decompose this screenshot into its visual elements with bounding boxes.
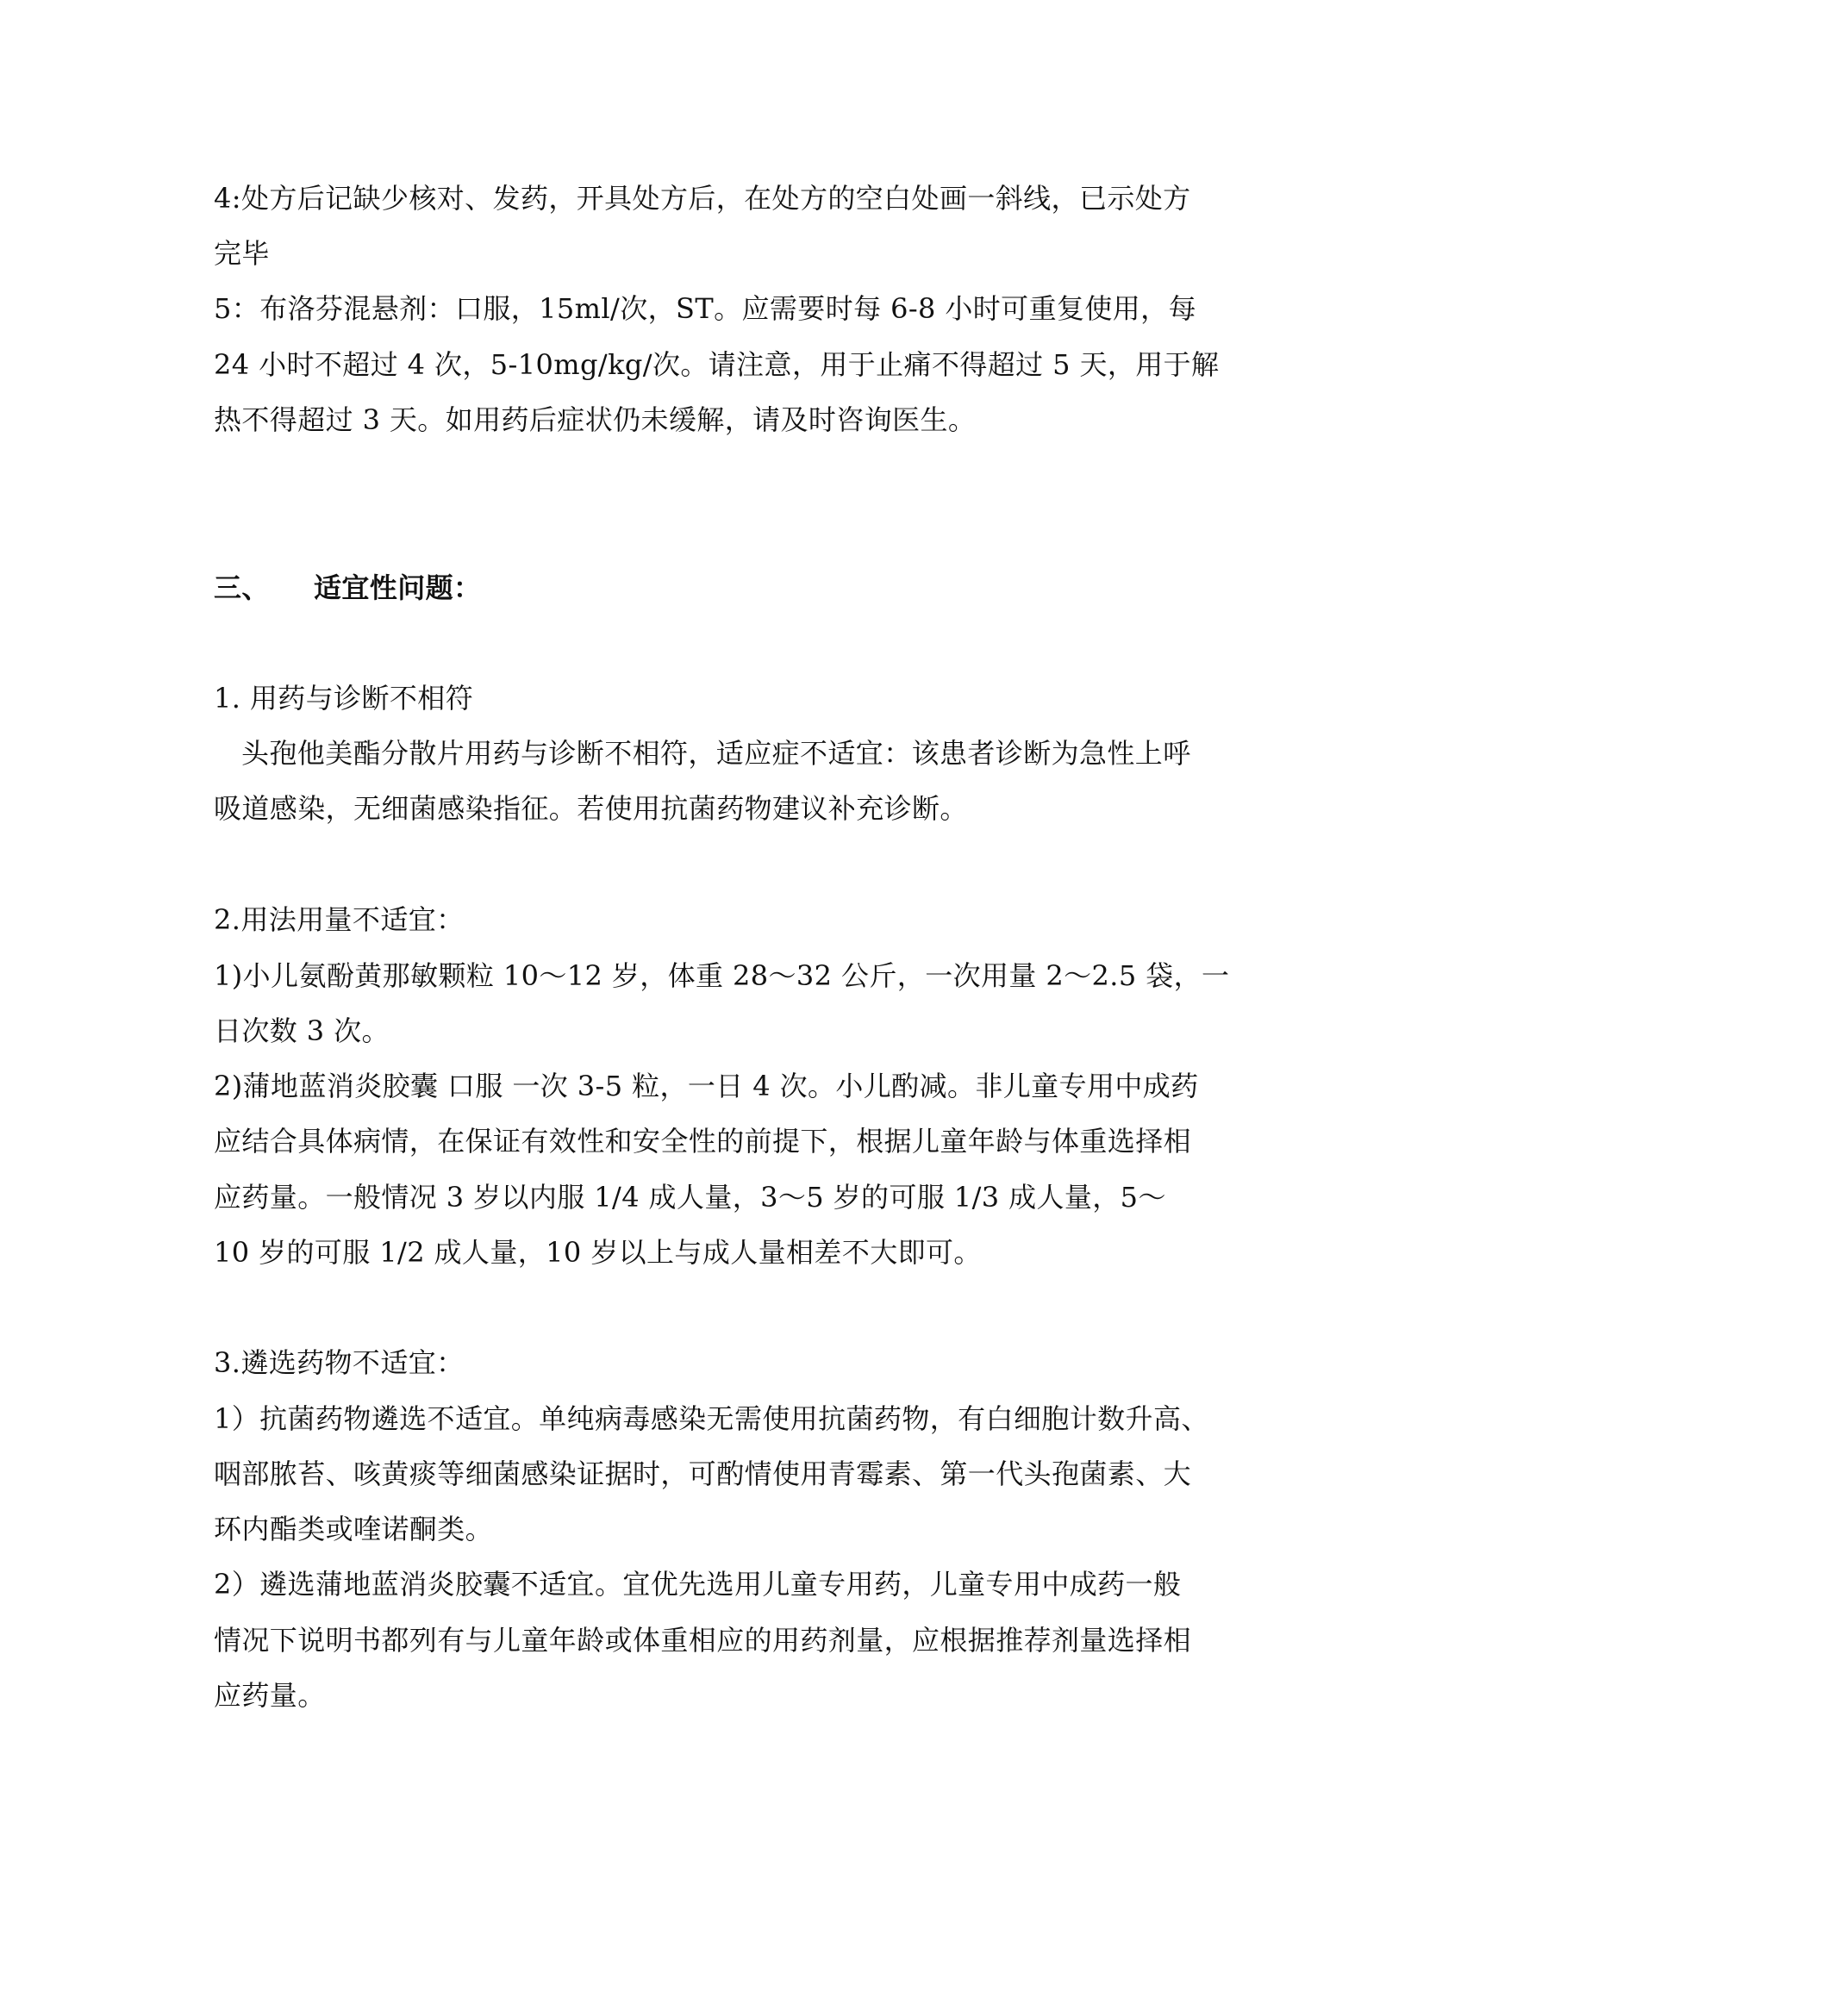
sub2-title: 2.用法用量不适宜： bbox=[214, 903, 465, 936]
section-heading-title: 适宜性问题： bbox=[314, 571, 482, 604]
sub3-line-3: 环内酯类或喹诺酮类。 bbox=[214, 1513, 494, 1545]
sub2-line-1: 1)小儿氨酚黄那敏颗粒 10～12 岁，体重 28～32 公斤，一次用量 2～2.5 袋，一 bbox=[214, 959, 1230, 992]
section-heading bbox=[214, 571, 481, 605]
item5-line-3: 热不得超过 3 天。如用药后症状仍未缓解，请及时咨询医生。 bbox=[214, 403, 977, 436]
sub2-line-2: 日次数 3 次。 bbox=[214, 1014, 390, 1047]
sub3-line-6: 应药量。 bbox=[214, 1679, 326, 1712]
sub2-line-3: 2)蒲地蓝消炎胶囊 口服 一次 3-5 粒，一日 4 次。小儿酌减。非儿童专用中成药 bbox=[214, 1070, 1199, 1102]
sub3-line-2: 咽部脓苔、咳黄痰等细菌感染证据时，可酌情使用青霉素、第一代头孢菌素、大 bbox=[214, 1457, 1192, 1490]
sub1-line-1: 头孢他美酯分散片用药与诊断不相符，适应症不适宜：该患者诊断为急性上呼 bbox=[241, 737, 1191, 770]
item5-line-2: 24 小时不超过 4 次，5-10mg/kg/次。请注意，用于止痛不得超过 5 天，用于解 bbox=[214, 348, 1220, 381]
sub3-line-5: 情况下说明书都列有与儿童年龄或体重相应的用药剂量，应根据推荐剂量选择相 bbox=[214, 1624, 1192, 1657]
sub1-title: 1. 用药与诊断不相符 bbox=[214, 682, 474, 715]
sub3-title: 3.遴选药物不适宜： bbox=[214, 1346, 465, 1379]
item4-line-1: 4:处方后记缺少核对、发药，开具处方后，在处方的空白处画一斜线，已示处方 bbox=[214, 182, 1191, 215]
section-heading-number: 三、 bbox=[214, 571, 270, 604]
item5-line-1: 5：布洛芬混悬剂：口服，15ml/次，ST。应需要时每 6-8 小时可重复使用，每 bbox=[214, 292, 1196, 325]
item4-line-2: 完毕 bbox=[214, 237, 270, 270]
sub3-line-4: 2）遴选蒲地蓝消炎胶囊不适宜。宜优先选用儿童专用药，儿童专用中成药一般 bbox=[214, 1568, 1182, 1601]
sub2-line-5: 应药量。一般情况 3 岁以内服 1/4 成人量，3～5 岁的可服 1/3 成人量，5～ bbox=[214, 1181, 1166, 1214]
sub1-line-2: 吸道感染，无细菌感染指征。若使用抗菌药物建议补充诊断。 bbox=[214, 792, 968, 825]
sub3-line-1: 1）抗菌药物遴选不适宜。单纯病毒感染无需使用抗菌药物，有白细胞计数升高、 bbox=[214, 1402, 1209, 1435]
sub2-line-4: 应结合具体病情，在保证有效性和安全性的前提下，根据儿童年龄与体重选择相 bbox=[214, 1125, 1192, 1158]
sub2-line-6: 10 岁的可服 1/2 成人量，10 岁以上与成人量相差不大即可。 bbox=[214, 1236, 982, 1269]
